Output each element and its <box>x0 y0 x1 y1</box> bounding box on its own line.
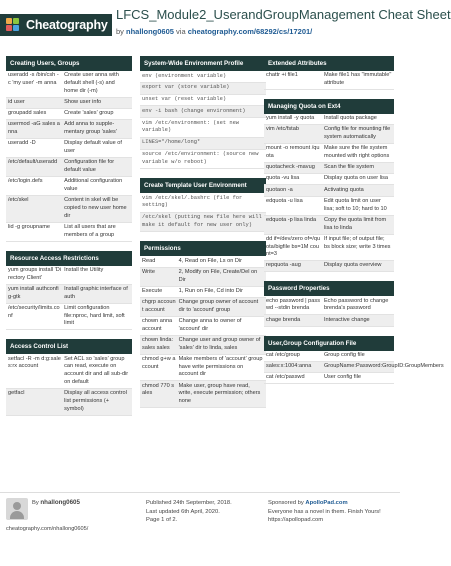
command-cell: cat /etc/passwd <box>266 374 305 381</box>
code-line: LINES=*/home/long* <box>140 138 266 150</box>
table-row <box>6 389 132 416</box>
table-row <box>6 223 132 242</box>
table-row <box>264 373 394 384</box>
description-cell: GroupName:Password:GroupID:GroupMembers <box>323 362 444 369</box>
footer-author-link[interactable]: nhallong0605 <box>40 499 80 506</box>
description-cell: Edit quota limit on user lisa; soft to 10; hard to 10 <box>323 197 387 212</box>
table-row <box>264 197 394 216</box>
command-cell: quotaon -a <box>266 186 293 193</box>
command-cell: dd if=/dev/zero of=/quota/bigfile bs=1M count=3 <box>266 235 321 258</box>
table-row <box>264 351 394 362</box>
code-line: vim /etc/skel/.bashrc (file for setting) <box>140 193 266 213</box>
section-password <box>264 281 394 326</box>
via-text: via <box>176 27 186 36</box>
description-cell: Scan the file system <box>323 164 375 171</box>
command-cell: setfacl -R -m d:g:sales:rx account <box>8 355 61 370</box>
table-row <box>264 163 394 174</box>
table-row <box>6 109 132 120</box>
command-cell: /etc/skel <box>8 197 29 204</box>
command-cell: yum groups install 'Directory Client' <box>8 266 61 281</box>
section-user-env <box>140 178 266 232</box>
sponsor-link[interactable]: ApolloPad.com <box>305 500 348 506</box>
description-cell: Group config file <box>323 351 365 358</box>
description-cell: Make user, group have read, write, execute permission; others none <box>178 382 261 405</box>
author-avatar[interactable] <box>6 498 28 520</box>
command-cell: /etc/login.defs <box>8 178 43 185</box>
table-row <box>264 174 394 185</box>
table-row <box>264 362 444 373</box>
published-date: Published 24th September, 2018. <box>146 500 232 506</box>
table-row <box>264 71 394 90</box>
description-cell: Config file for mounting file system automatically <box>323 126 391 141</box>
avatar-body-icon <box>10 511 24 519</box>
footer-dates <box>146 499 232 525</box>
section-title: Extended Attributes <box>264 56 394 71</box>
table-row <box>264 296 394 315</box>
command-cell: chattr +i file1 <box>266 72 298 79</box>
section-permissions <box>140 241 266 408</box>
code-line: unset var (reset variable) <box>140 95 266 107</box>
table-row <box>6 354 132 389</box>
section-quota <box>264 99 394 273</box>
page-header <box>0 0 451 50</box>
page-title: LFCS_Module2_UserandGroupManagement Cheat Sheet <box>116 7 451 22</box>
section-rows <box>6 354 132 415</box>
section-extended-attributes <box>264 56 394 90</box>
logo-icon <box>6 18 22 32</box>
sponsor-text: Everyone has a novel in them. Finish Yours! <box>268 508 381 515</box>
table-row <box>264 114 394 125</box>
description-cell: If input file; of output file; bs block size; write 3 times <box>323 235 391 250</box>
table-row <box>140 256 266 267</box>
code-line: env (environment variable) <box>140 71 266 83</box>
code-line: env -i bash (change environment) <box>140 106 266 118</box>
command-cell: useradd -D <box>8 140 36 147</box>
by-prefix: by <box>116 27 124 36</box>
table-row <box>140 268 266 287</box>
code-lines <box>140 193 266 232</box>
footer-sponsor <box>268 499 381 525</box>
section-rows <box>6 266 132 331</box>
section-rows <box>140 256 266 408</box>
sheet-url-link[interactable]: cheatography.com/68292/cs/17201/ <box>187 27 313 36</box>
command-cell: lid -g groupname <box>8 223 50 230</box>
table-row <box>264 261 394 272</box>
section-title: User,Group Configuration File <box>264 336 394 351</box>
command-cell: usermod -aG sales anna <box>8 121 60 136</box>
description-cell: Display quota overview <box>323 262 382 269</box>
sponsor-url[interactable]: https://apollopad.com <box>268 517 324 523</box>
footer-by-label: By <box>32 500 39 506</box>
table-row <box>140 317 266 336</box>
description-cell: Content in skel will be copied to new user home dir <box>64 197 127 219</box>
footer-author-url[interactable]: cheatography.com/nhallong0605/ <box>6 526 89 532</box>
code-line: vim /etc/environment: (set new variable) <box>140 118 266 138</box>
command-cell: yum install -y quota <box>266 115 315 122</box>
description-cell: Make file1 has "immutable" attribute <box>323 72 392 86</box>
table-row <box>264 315 394 326</box>
command-cell: Write <box>142 268 155 275</box>
description-cell: Display quota on user lisa <box>323 175 389 182</box>
byline <box>116 27 312 36</box>
command-cell: edquota -u lisa <box>266 197 303 204</box>
command-cell: Execute <box>142 287 163 294</box>
page-number: Page 1 of 2. <box>146 517 178 523</box>
table-row <box>140 336 266 355</box>
command-cell: getfacl <box>8 390 25 397</box>
table-row <box>6 196 132 223</box>
command-cell: sales:x:1004:anna <box>266 362 312 369</box>
section-title: Permissions <box>140 241 266 256</box>
table-row <box>6 285 132 304</box>
section-rows <box>264 114 394 273</box>
description-cell: 2, Modify on File, Create/Del on Dir <box>178 268 258 283</box>
section-title: Resource Access Restrictions <box>6 251 132 266</box>
code-lines <box>140 71 266 169</box>
section-env-profile <box>140 56 266 169</box>
section-title: Create Template User Environment <box>140 178 266 193</box>
description-cell: Install quota package <box>323 115 377 122</box>
description-cell: Make sure the file system mounted with right options <box>323 145 390 160</box>
section-resource-access <box>6 251 132 331</box>
command-cell: /etc/security/limits.conf <box>8 304 60 319</box>
command-cell: chmod g+w account <box>142 355 176 370</box>
command-cell: useradd -s /bin/csh -c 'my user' -m anna <box>8 72 59 86</box>
command-cell: groupadd sales <box>8 110 47 117</box>
description-cell: Create user anna with default shell (-s) and home dir (-m) <box>64 72 119 94</box>
command-cell: repquota -aug <box>266 262 301 269</box>
description-cell: Display all access control list permissions (+ symbol) <box>64 390 127 412</box>
page-footer <box>0 492 400 566</box>
description-cell: Add anna to supple-mentary group 'sales' <box>64 121 117 136</box>
command-cell: id user <box>8 98 25 105</box>
command-cell: cat /etc/group <box>266 351 300 358</box>
command-cell: Read <box>142 257 156 264</box>
table-row <box>264 125 394 144</box>
description-cell: Configuration file for default value <box>64 159 115 174</box>
description-cell: Activating quota <box>323 186 364 193</box>
command-cell: chgrp account account <box>142 298 176 313</box>
description-cell: Set ACL so 'sales' group can read, execute on account dir and all sub-dir on default <box>64 355 129 385</box>
description-cell: Echo password to change brenda's password <box>323 297 389 312</box>
section-rows <box>264 351 444 385</box>
description-cell: Limit configuration file:nproc, hard limit, soft limit <box>64 304 125 327</box>
section-rows <box>6 71 132 242</box>
updated-date: Last updated 6th April, 2020. <box>146 508 220 515</box>
table-row <box>6 139 132 158</box>
table-row <box>6 304 132 331</box>
table-row <box>140 355 266 382</box>
table-row <box>6 120 132 139</box>
description-cell: Make members of 'account' group have write permissions on account dir <box>178 355 263 378</box>
description-cell: Copy the quota limit from lisa to linda <box>323 216 387 231</box>
table-row <box>140 381 266 408</box>
command-cell: edquota -p lisa linda <box>266 216 317 223</box>
description-cell: Display default value of user <box>64 140 122 155</box>
section-title: Creating Users, Groups <box>6 56 132 71</box>
code-line: source /etc/environment: (source new variable w/o reboot) <box>140 150 266 170</box>
description-cell: Change group owner of account dir to 'account' group <box>178 298 259 313</box>
command-cell: yum install authconfig-gtk <box>8 285 59 300</box>
description-cell: 1, Run on File, Cd into Dir <box>178 287 243 294</box>
sponsored-prefix: Sponsored by <box>268 500 304 506</box>
section-users-groups <box>6 56 132 242</box>
section-title: Password Properties <box>264 281 394 296</box>
table-row <box>6 158 132 177</box>
section-group-config <box>264 336 444 385</box>
command-cell: chage brenda <box>266 316 301 323</box>
table-row <box>6 98 132 109</box>
description-cell: Create 'sales' group <box>64 110 114 117</box>
table-row <box>140 287 266 298</box>
description-cell: Change user and group owner of 'sales' dir to linda, sales <box>178 336 261 351</box>
command-cell: chown anna account <box>142 317 173 332</box>
description-cell: Install graphic interface of auth <box>64 285 128 300</box>
avatar-head-icon <box>13 502 21 510</box>
section-title: System-Wide Environment Profile <box>140 56 266 71</box>
description-cell: Additional configuration value <box>64 178 123 192</box>
command-cell: /etc/default/useradd <box>8 159 58 166</box>
command-cell: mount -o remount /quota <box>266 145 320 160</box>
column-2 <box>140 56 266 417</box>
code-line: export var (store variable) <box>140 83 266 95</box>
table-row <box>140 298 266 317</box>
description-cell: Change anna to owner of 'account' dir <box>178 317 242 332</box>
command-cell: chown linda:sales sales <box>142 336 174 351</box>
table-row <box>264 185 394 196</box>
section-rows <box>264 71 394 90</box>
author-link[interactable]: nhallong0605 <box>126 27 174 36</box>
description-cell: 4, Read on File, Ls on Dir <box>178 257 243 264</box>
footer-byline <box>32 499 80 508</box>
table-row <box>6 266 132 285</box>
table-row <box>264 216 394 235</box>
section-rows <box>264 296 394 326</box>
section-acl <box>6 339 132 415</box>
description-cell: Show user info <box>64 98 102 105</box>
table-row <box>264 144 394 163</box>
command-cell: quotacheck -mavug <box>266 164 315 171</box>
column-3 <box>264 56 444 393</box>
section-title: Managing Quota on Ext4 <box>264 99 394 114</box>
column-1 <box>6 56 132 425</box>
description-cell: List all users that are members of a group <box>64 223 116 238</box>
table-row <box>264 235 394 262</box>
cheatography-logo[interactable] <box>0 14 112 36</box>
description-cell: Interactive change <box>323 316 370 323</box>
section-title: Access Control List <box>6 339 132 354</box>
command-cell: vim /etc/fstab <box>266 126 299 133</box>
command-cell: echo password | passwd --stdin brenda <box>266 297 321 312</box>
code-line: /etc/skel (putting new file here will make it default for new user only) <box>140 213 266 233</box>
command-cell: quota -vu lisa <box>266 175 300 182</box>
table-row <box>6 71 132 98</box>
logo-text: Cheatography <box>26 18 108 32</box>
description-cell: User config file <box>323 374 361 381</box>
description-cell: Install the Utility <box>64 266 104 273</box>
table-row <box>6 177 132 196</box>
command-cell: chmod 770 sales <box>142 382 175 397</box>
